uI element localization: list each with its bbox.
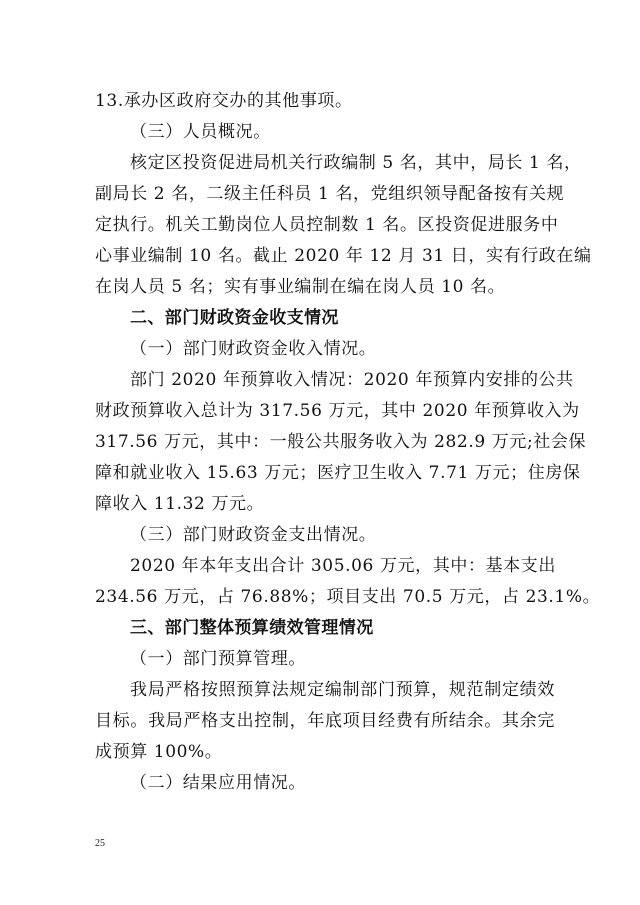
text-line: 13.承办区政府交办的其他事项。 <box>95 91 353 111</box>
page-number: 25 <box>95 838 105 849</box>
text-line: 成预算 100%。 <box>95 742 223 762</box>
text-line: 副局长 2 名，二级主任科员 1 名，党组织领导配备按有关规 <box>95 184 565 204</box>
subsection-heading: （一）部门预算管理。 <box>130 649 306 669</box>
text-line: 定执行。机关工勤岗位人员控制数 1 名。区投资促进服务中 <box>95 215 559 235</box>
subsection-heading: （三）部门财政资金支出情况。 <box>130 525 377 545</box>
text-line: 234.56 万元，占 76.88%；项目支出 70.5 万元，占 23.1%。 <box>95 587 601 607</box>
text-line: 核定区投资促进局机关行政编制 5 名，其中，局长 1 名， <box>130 153 582 173</box>
subsection-heading: （二）结果应用情况。 <box>130 773 306 793</box>
section-heading: 三、部门整体预算绩效管理情况 <box>130 618 374 638</box>
text-line: 在岗人员 5 名；实有事业编制在编在岗人员 10 名。 <box>95 277 506 297</box>
text-line: 部门 2020 年预算收入情况：2020 年预算内安排的公共 <box>130 370 574 390</box>
section-heading: 二、部门财政资金收支情况 <box>130 308 339 328</box>
text-line: 心事业编制 10 名。截止 2020 年 12 月 31 日，实有行政在编 <box>95 246 592 266</box>
text-line: 障和就业收入 15.63 万元；医疗卫生收入 7.71 万元；住房保 <box>95 463 581 483</box>
subsection-heading: （一）部门财政资金收入情况。 <box>130 339 377 359</box>
subsection-heading: （三）人员概况。 <box>130 122 271 142</box>
text-line: 317.56 万元，其中：一般公共服务收入为 282.9 万元;社会保 <box>95 432 587 452</box>
text-line: 障收入 11.32 万元。 <box>95 494 265 514</box>
text-line: 目标。我局严格支出控制，年底项目经费有所结余。其余完 <box>95 711 555 731</box>
text-line: 我局严格按照预算法规定编制部门预算，规范制定绩效 <box>130 680 555 700</box>
text-line: 财政预算收入总计为 317.56 万元，其中 2020 年预算收入为 <box>95 401 580 421</box>
text-line: 2020 年本年支出合计 305.06 万元，其中：基本支出 <box>130 556 556 576</box>
